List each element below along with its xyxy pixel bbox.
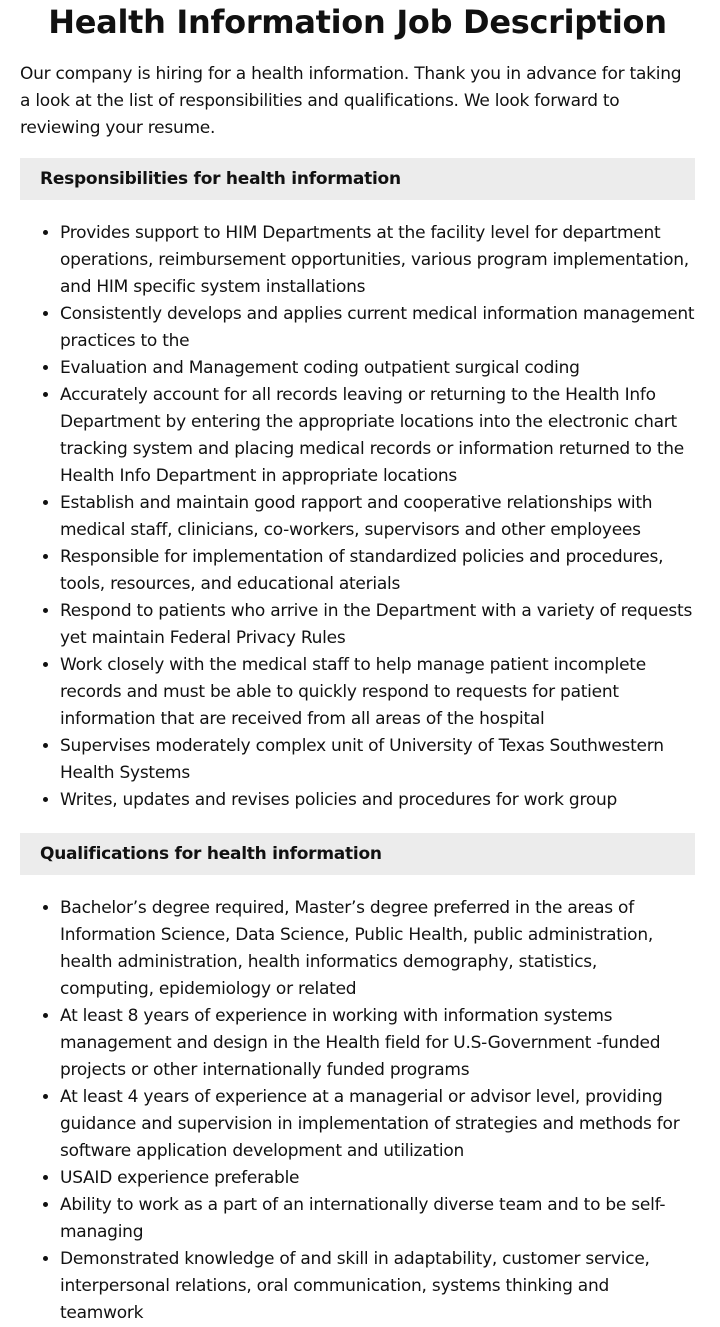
list-item: • Accurately account for all records leaving or returning to the Health Info Department by entering the appropriate locations into the electronic chart tracking system and placing medical records or information returned to the Health Info Department in appropriate locations <box>60 382 695 490</box>
list-item: • Demonstrated knowledge of and skill in adaptability, customer service, interpersonal relations, oral communication, systems thinking and teamwork <box>60 1246 695 1327</box>
list-item: • Establish and maintain good rapport and cooperative relationships with medical staff, clinicians, co-workers, supervisors and other employees <box>60 490 695 544</box>
list-item: • Responsible for implementation of standardized policies and procedures, tools, resources, and educational aterials <box>60 544 695 598</box>
qualifications-heading: Qualifications for health information <box>20 833 695 875</box>
responsibilities-list <box>20 220 695 814</box>
list-item: • USAID experience preferable <box>60 1165 695 1192</box>
qualifications-list <box>20 895 695 1327</box>
intro-paragraph: Our company is hiring for a health information. Thank you in advance for taking a look at the list of responsibilities and qualifications. We look forward to reviewing your resume. <box>20 64 682 138</box>
list-item: • At least 4 years of experience at a managerial or advisor level, providing guidance and supervision in implementation of strategies and methods for software application development and utilization <box>60 1084 695 1165</box>
responsibilities-heading: Responsibilities for health information <box>20 158 695 200</box>
list-item: • Ability to work as a part of an internationally diverse team and to be self-managing <box>60 1192 695 1246</box>
list-item: • At least 8 years of experience in working with information systems management and design in the Health field for U.S-Government -funded projects or other internationally funded programs <box>60 1003 695 1084</box>
list-item: • Evaluation and Management coding outpatient surgical coding <box>60 355 695 382</box>
list-item: • Supervises moderately complex unit of University of Texas Southwestern Health Systems <box>60 733 695 787</box>
list-item: • Bachelor’s degree required, Master’s degree preferred in the areas of Information Science, Data Science, Public Health, public administration, health administration, health informatics demography, statistics, computing, epidemiology or related <box>60 895 695 1003</box>
list-item: • Respond to patients who arrive in the Department with a variety of requests yet maintain Federal Privacy Rules <box>60 598 695 652</box>
page-title: Health Information Job Description <box>48 3 667 41</box>
list-item: • Work closely with the medical staff to help manage patient incomplete records and must be able to quickly respond to requests for patient information that are received from all areas of the hospital <box>60 652 695 733</box>
list-item: • Writes, updates and revises policies and procedures for work group <box>60 787 695 814</box>
list-item: • Consistently develops and applies current medical information management practices to the <box>60 301 695 355</box>
list-item: • Provides support to HIM Departments at the facility level for department operations, reimbursement opportunities, various program implementation, and HIM specific system installations <box>60 220 695 301</box>
